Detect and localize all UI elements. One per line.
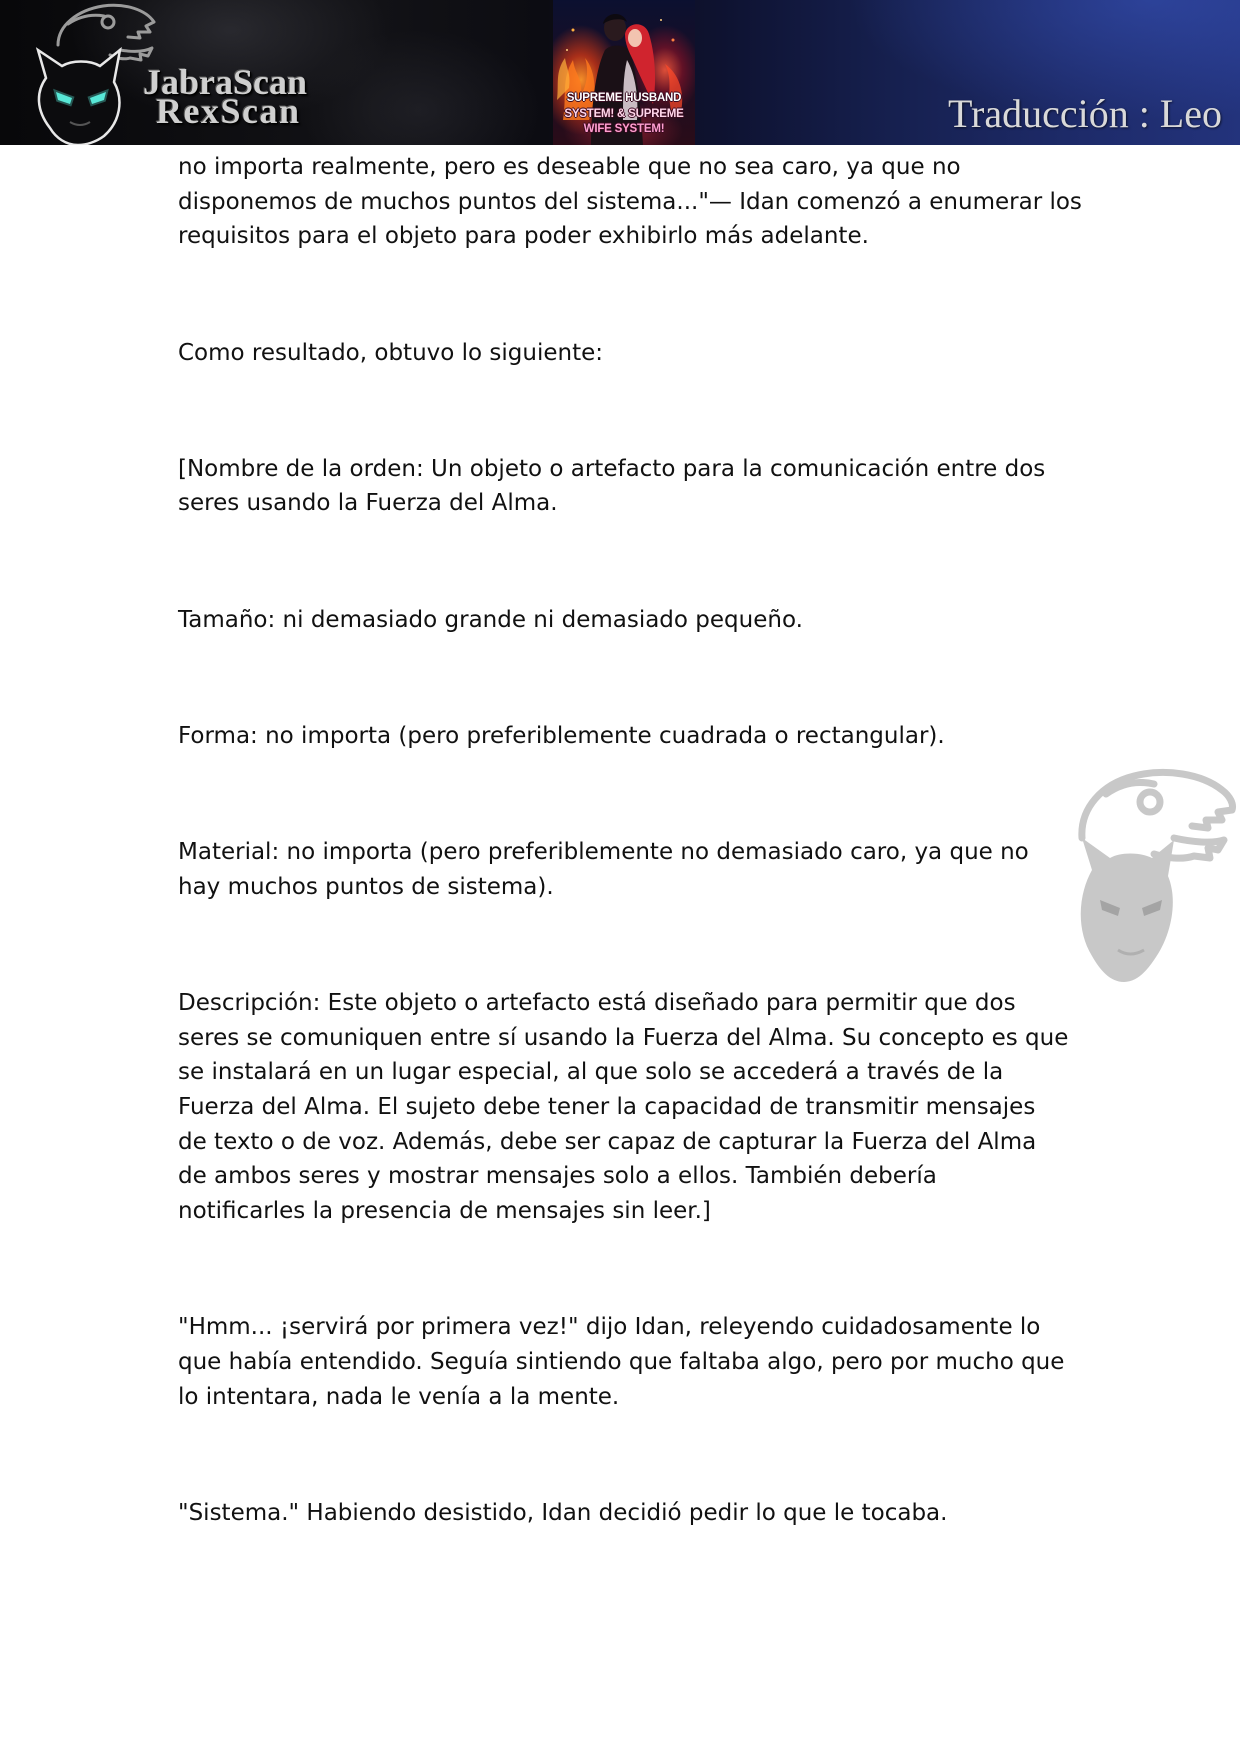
text-line: se instalará en un lugar especial, al que solo se accederá a través de la [178, 1059, 1004, 1086]
text-line: Material: no importa (pero preferiblemente no demasiado caro, ya que no [178, 839, 1029, 866]
text-line: requisitos para el objeto para poder exhibirlo más adelante. [178, 223, 869, 250]
dinosaur-skull-logo-icon [28, 0, 158, 145]
text-line: de texto o de voz. Además, debe ser capaz de capturar la Fuerza del Alma [178, 1128, 1037, 1155]
text-line: [Nombre de la orden: Un objeto o artefacto para la comunicación entre dos [178, 455, 1046, 482]
text-line: que había entendido. Seguía sintiendo que faltaba algo, pero por mucho que [178, 1348, 1065, 1375]
text-line: Fuerza del Alma. El sujeto debe tener la capacidad de transmitir mensajes [178, 1094, 1036, 1121]
watermark-logo-icon [1062, 760, 1237, 985]
logo-text [143, 62, 308, 131]
paragraph [178, 336, 1178, 371]
cover-title-line: SUPREME HUSBAND [566, 92, 682, 104]
text-line: "Sistema." Habiendo desistido, Idan decidió pedir lo que le tocaba. [178, 1499, 948, 1526]
paragraph [178, 1310, 1178, 1414]
cover-title-line: SYSTEM! & SUPREME [564, 107, 684, 120]
text-line: notificarles la presencia de mensajes sin leer.] [178, 1198, 711, 1225]
paragraph [178, 986, 1178, 1229]
text-line: "Hmm... ¡servirá por primera vez!" dijo Idan, releyendo cuidadosamente lo [178, 1314, 1041, 1341]
document-body [178, 150, 1178, 1612]
paragraph [178, 603, 1178, 638]
paragraph [178, 719, 1178, 754]
translation-credit: Traducción : Leo [947, 91, 1222, 136]
text-line: lo intentara, nada le venía a la mente. [178, 1383, 620, 1410]
text-line: Forma: no importa (pero preferiblemente cuadrada o rectangular). [178, 722, 945, 749]
logo-line-2: RexScan [156, 91, 301, 131]
text-line: disponemos de muchos puntos del sistema..."— Idan comenzó a enumerar los [178, 188, 1082, 215]
paragraph [178, 452, 1178, 521]
text-line: no importa realmente, pero es deseable que no sea caro, ya que no [178, 154, 961, 180]
header-banner [0, 0, 1240, 145]
text-line: seres se comuniquen entre sí usando la Fuerza del Alma. Su concepto es que [178, 1024, 1069, 1051]
paragraph [178, 150, 1178, 254]
paragraph [178, 835, 1178, 904]
logo-line-1: JabraScan [143, 62, 308, 102]
text-line: Tamaño: ni demasiado grande ni demasiado pequeño. [178, 606, 803, 633]
paragraph [178, 1496, 1178, 1531]
text-line: Descripción: Este objeto o artefacto está diseñado para permitir que dos [178, 990, 1016, 1017]
text-line: de ambos seres y mostrar mensajes solo a ellos. También debería [178, 1163, 937, 1190]
text-line: seres usando la Fuerza del Alma. [178, 490, 558, 517]
text-line: hay muchos puntos de sistema). [178, 873, 554, 900]
cover-title-line: WIFE SYSTEM! [583, 123, 665, 135]
cover-title [553, 91, 695, 138]
text-line: Como resultado, obtuvo lo siguiente: [178, 339, 603, 366]
cover-art [553, 0, 695, 145]
